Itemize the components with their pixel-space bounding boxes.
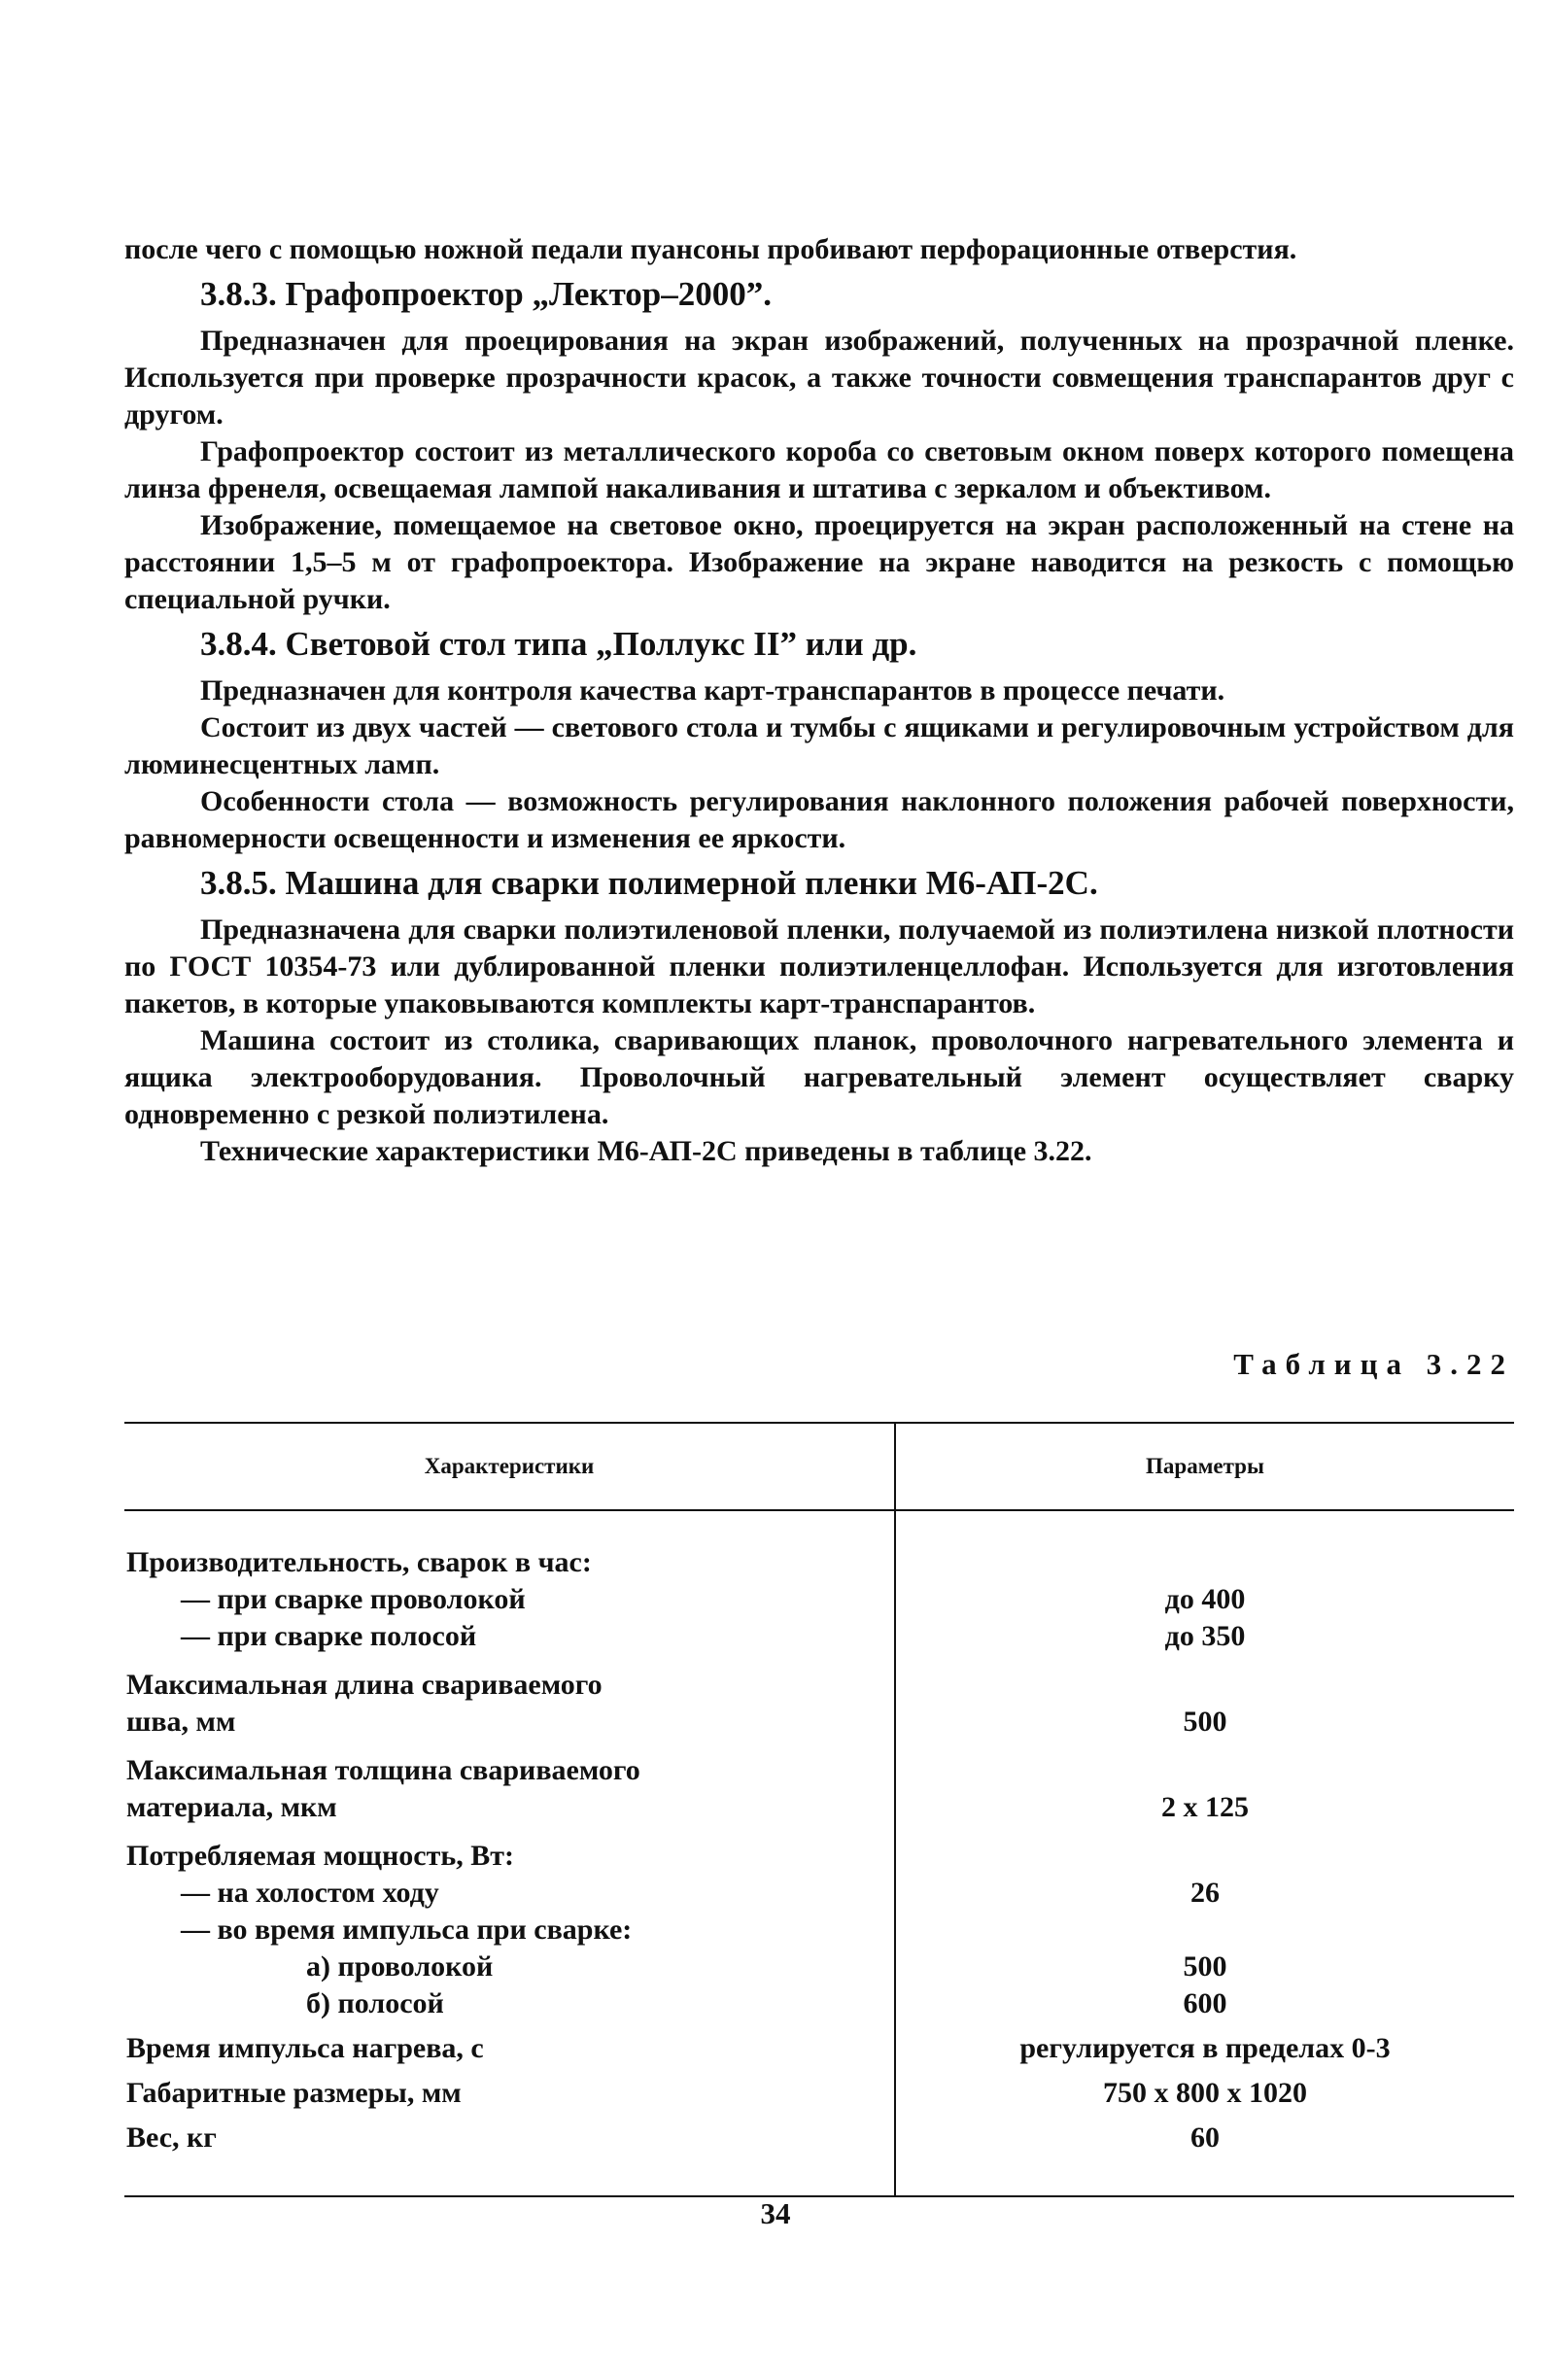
- characteristic-sublabel: — при сварке проволокой: [181, 1583, 526, 1615]
- parameter-value: 60: [1190, 2121, 1220, 2154]
- parameter-cell: [895, 1655, 1514, 1741]
- column-header-characteristics: Характеристики: [124, 1423, 895, 1510]
- parameter-value: 500: [1183, 1706, 1227, 1738]
- parameter-value: до 350: [1164, 1620, 1246, 1652]
- characteristic-label: Максимальная толщина свариваемого: [126, 1754, 640, 1786]
- characteristic-cell: [124, 1510, 895, 1655]
- specifications-table: [124, 1422, 1514, 2197]
- page-number: 34: [760, 2196, 791, 2230]
- parameter-cell: [895, 2022, 1514, 2067]
- characteristic-cell: [124, 1741, 895, 1826]
- paragraph: Состоит из двух частей — светового стола и тумбы с ящиками и регулировочным устройством для люминесцентных ламп.: [124, 711, 1514, 780]
- column-header-parameters: Параметры: [895, 1423, 1514, 1510]
- characteristic-label: материала, мкм: [126, 1791, 337, 1823]
- characteristic-cell: [124, 1655, 895, 1741]
- parameter-value: до 400: [1164, 1583, 1246, 1615]
- paragraph: Машина состоит из столика, сваривающих планок, проволочного нагревательного элемента и ящика электрооборудования. Проволочный нагревательный элемент осуществляет сварку одновременно с резкой полиэтилена.: [124, 1024, 1514, 1130]
- characteristic-label: шва, мм: [126, 1706, 236, 1738]
- table-row: [124, 2067, 1514, 2112]
- paragraph: Предназначена для сварки полиэтиленовой пленки, получаемой из полиэтилена низкой плотности по ГОСТ 10354-73 или дублированной пленки полиэтиленцеллофан. Используется для изготовления пакетов, в которые упаковываются комплекты карт-транспарантов.: [124, 914, 1514, 1019]
- parameter-cell: [895, 1510, 1514, 1655]
- body-text: [124, 231, 1514, 1170]
- parameter-value: 26: [1190, 1877, 1220, 1909]
- table-row: [124, 2022, 1514, 2067]
- table-caption: Таблица 3.22: [1233, 1347, 1514, 1381]
- section-heading-3-8-5: 3.8.5. Машина для сварки полимерной пленки М6-АП-2С.: [200, 864, 1098, 902]
- parameter-spacer: [896, 1912, 1514, 1949]
- paragraph: Предназначен для контроля качества карт-транспарантов в процессе печати.: [200, 674, 1225, 707]
- table-row: [124, 2112, 1514, 2196]
- characteristic-sublabel: — на холостом ходу: [181, 1877, 439, 1909]
- characteristic-label: Вес, кг: [126, 2121, 217, 2154]
- characteristic-cell: [124, 1826, 895, 2022]
- paragraph: Предназначен для проецирования на экран изображений, полученных на прозрачной пленке. Используется при проверке прозрачности красок, а также точности совмещения транспарантов друг с другом.: [124, 325, 1514, 431]
- parameter-cell: [895, 1826, 1514, 2022]
- characteristic-cell: [124, 2067, 895, 2112]
- characteristic-label: Максимальная длина свариваемого: [126, 1669, 603, 1701]
- parameter-cell: [895, 2112, 1514, 2196]
- paragraph: Изображение, помещаемое на световое окно, проецируется на экран расположенный на стене на расстоянии 1,5–5 м от графопроектора. Изображение на экране наводится на резкость с помощью специальной ручки.: [124, 509, 1514, 615]
- characteristic-cell: [124, 2112, 895, 2196]
- characteristic-label: Производительность, сварок в час:: [126, 1546, 592, 1578]
- parameter-value: 2 x 125: [1161, 1791, 1249, 1823]
- document-page: [124, 231, 1514, 2154]
- characteristic-sublabel: а) проволокой: [306, 1950, 494, 1983]
- parameter-cell: [895, 1741, 1514, 1826]
- table-row: [124, 1826, 1514, 2022]
- parameter-value: регулируется в пределах 0-3: [1019, 2032, 1391, 2064]
- characteristic-label: Габаритные размеры, мм: [126, 2077, 462, 2109]
- section-heading-3-8-4: 3.8.4. Световой стол типа „Поллукс II” или др.: [200, 625, 917, 663]
- paragraph: Технические характеристики М6-АП-2С приведены в таблице 3.22.: [200, 1135, 1092, 1167]
- table-header-row: [124, 1423, 1514, 1510]
- characteristic-label: Время импульса нагрева, с: [126, 2032, 484, 2064]
- paragraph: Графопроектор состоит из металлического короба со световым окном поверх которого помещена линза френеля, освещаемая лампой накаливания и штатива с зеркалом и объективом.: [124, 435, 1514, 504]
- characteristic-sublabel: — при сварке полосой: [181, 1620, 477, 1652]
- section-heading-3-8-3: 3.8.3. Графопроектор „Лектор–2000”.: [200, 275, 773, 313]
- parameter-value: 750 x 800 x 1020: [1103, 2077, 1307, 2109]
- parameter-cell: [895, 2067, 1514, 2112]
- parameter-value: 500: [1183, 1950, 1227, 1983]
- characteristic-label: Потребляемая мощность, Вт:: [126, 1840, 514, 1872]
- parameter-value: 600: [1183, 1987, 1227, 2019]
- table-row: [124, 1510, 1514, 1655]
- characteristic-sublabel: б) полосой: [306, 1987, 444, 2019]
- characteristic-cell: [124, 2022, 895, 2067]
- characteristic-sublabel: — во время импульса при сварке:: [181, 1914, 633, 1946]
- table-row: [124, 1655, 1514, 1741]
- paragraph: Особенности стола — возможность регулирования наклонного положения рабочей поверхности, равномерности освещенности и изменения ее яркости.: [124, 785, 1514, 854]
- parameter-spacer: [896, 1838, 1514, 1875]
- paragraph-continuation: после чего с помощью ножной педали пуансоны пробивают перфорационные отверстия.: [124, 233, 1297, 265]
- table-row: [124, 1741, 1514, 1826]
